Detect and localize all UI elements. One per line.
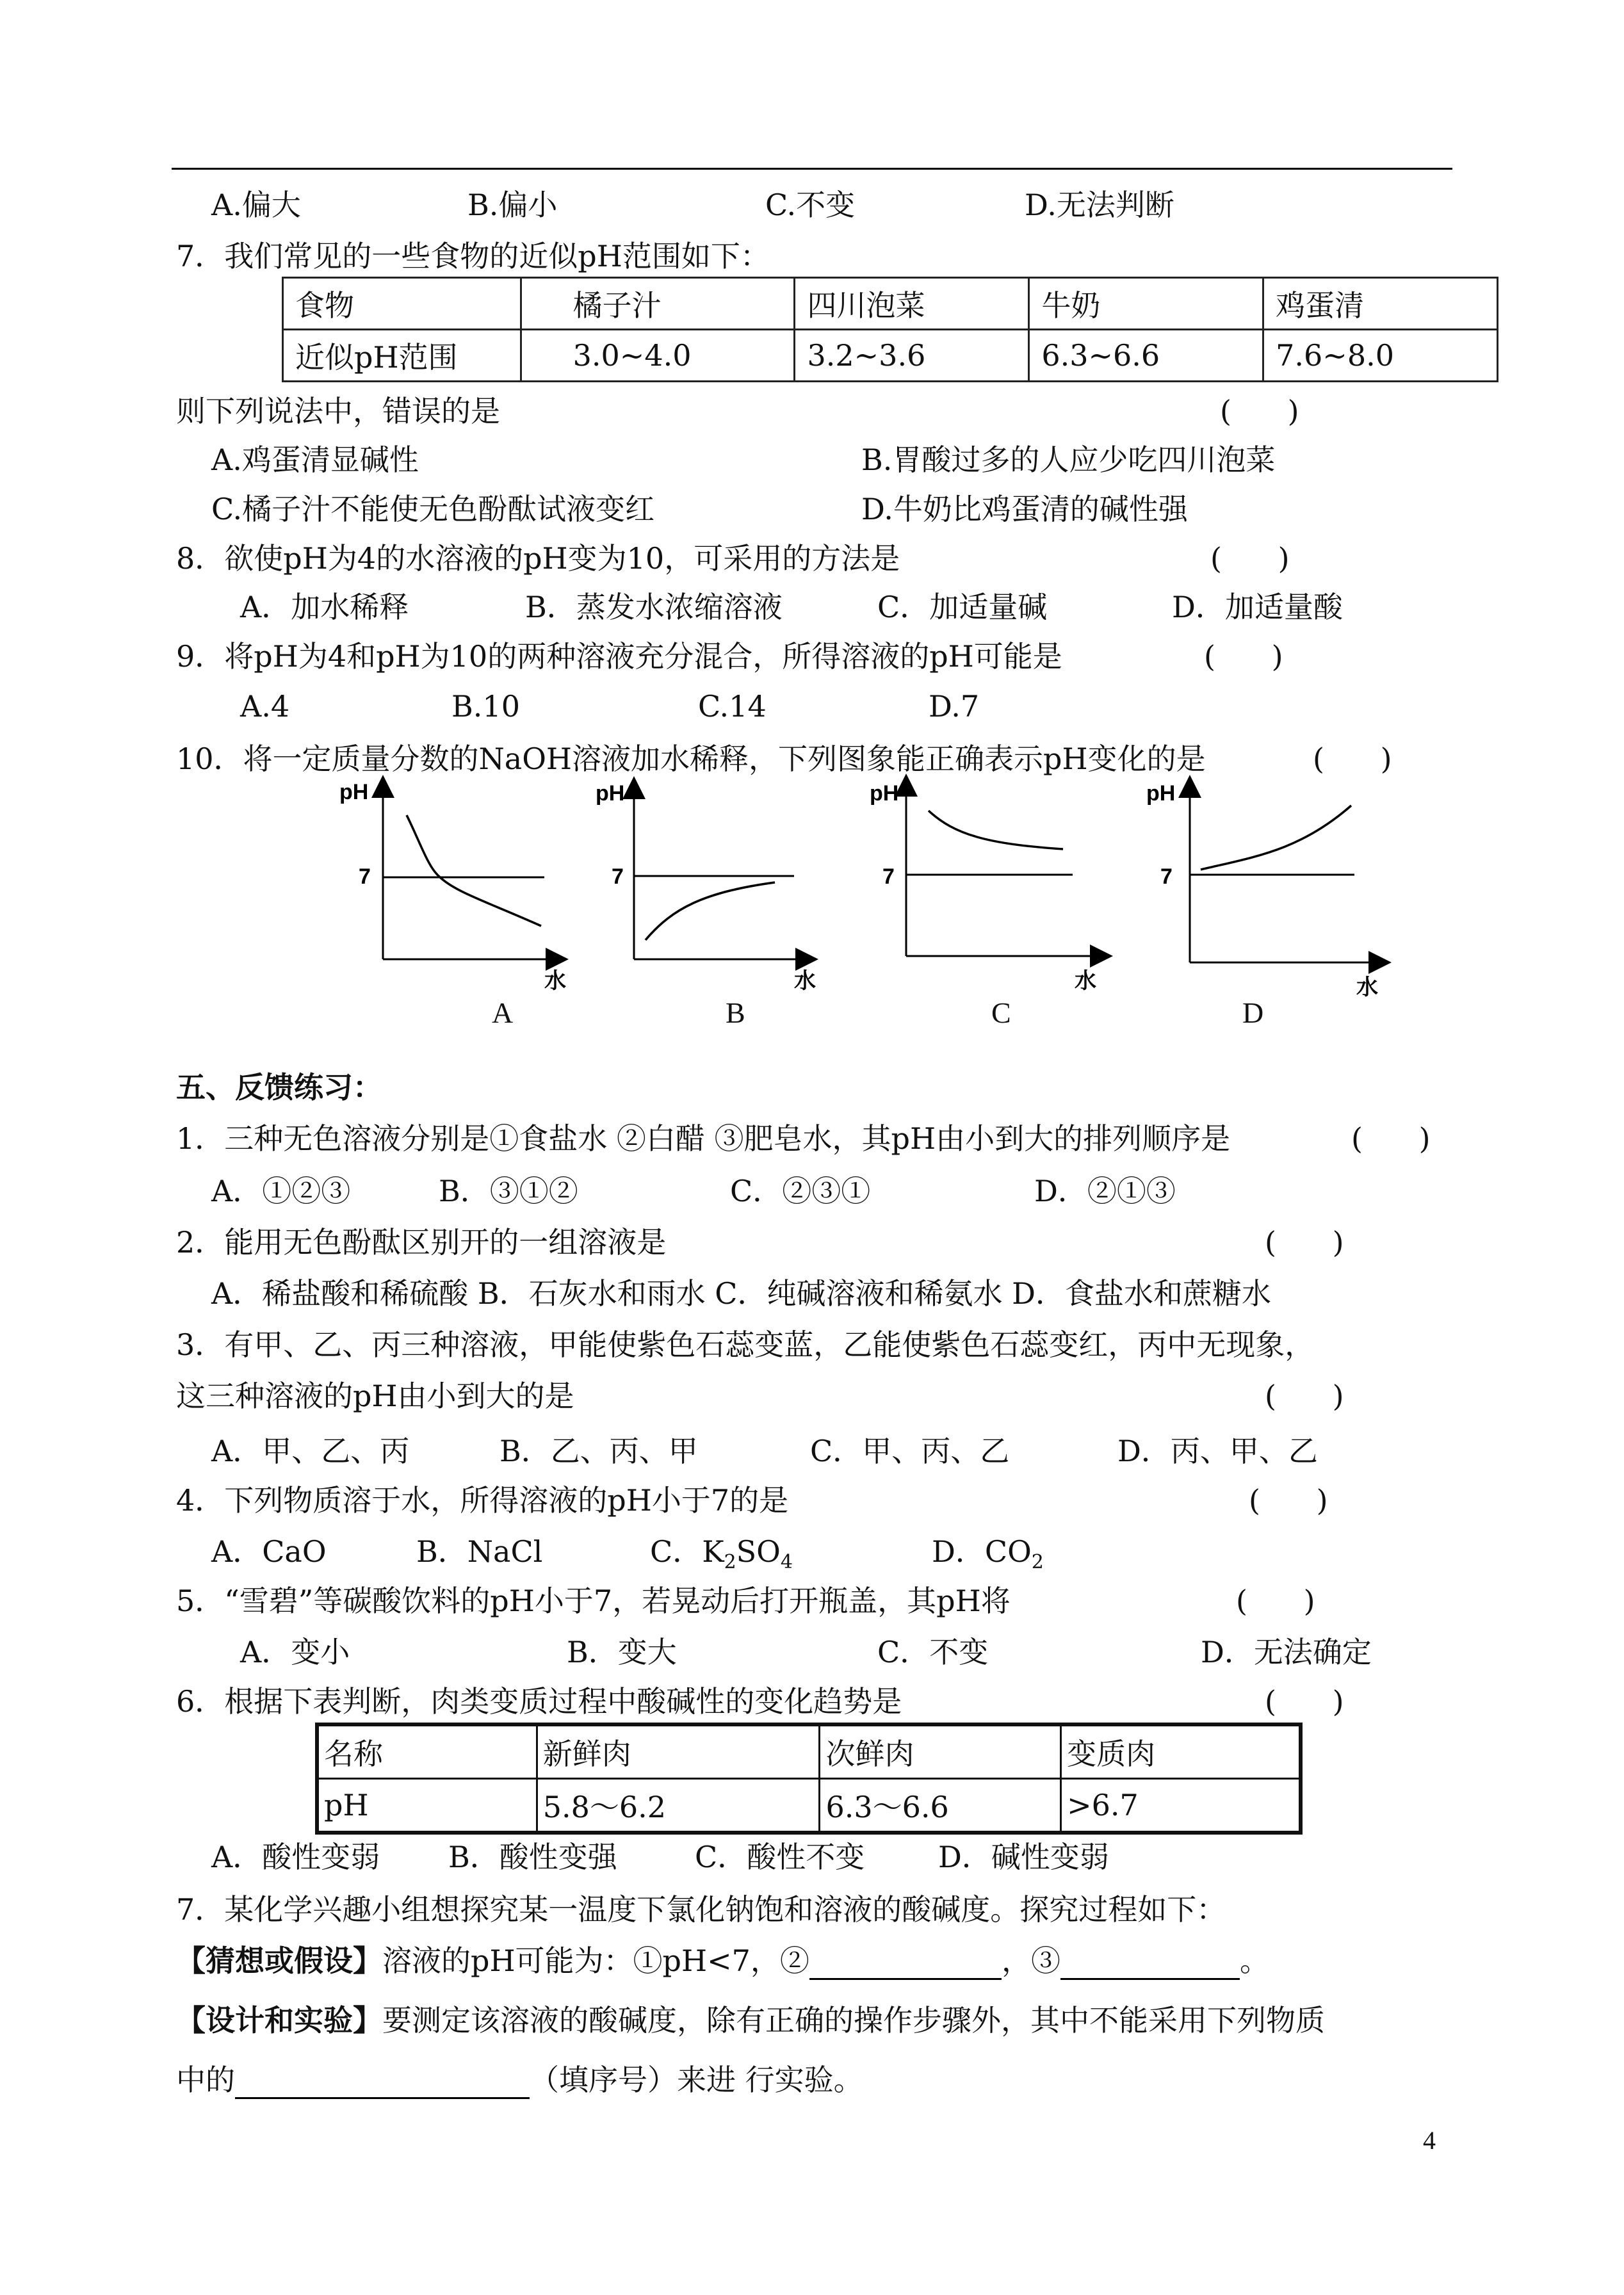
ref-label: 7 — [882, 864, 895, 889]
graph-d — [1133, 780, 1390, 1004]
graph-caption-b: B — [726, 996, 745, 1029]
table-cell: pH — [317, 1779, 537, 1833]
table-header: 牛奶 — [1029, 278, 1263, 330]
q6-option-d: D.无法判断 — [1025, 188, 1174, 222]
table-cell: 5.8～6.2 — [537, 1779, 820, 1833]
graph-a — [333, 780, 564, 998]
q7-follow: 则下列说法中，错误的是 — [176, 394, 500, 428]
s5-q5-option-d: D．无法确定 — [1201, 1635, 1372, 1669]
answer-bracket: ( ) — [1265, 1684, 1344, 1719]
y-axis-label: pH — [596, 781, 625, 806]
answer-blank[interactable] — [235, 2097, 530, 2099]
q8-option-b: B．蒸发水浓缩溶液 — [525, 590, 783, 624]
s5-q5-option-a: A．变小 — [240, 1635, 350, 1669]
s5-q7-stem: 7．某化学兴趣小组想探究某一温度下氯化钠饱和溶液的酸碱度。探究过程如下： — [176, 1892, 1226, 1927]
q8-option-a: A．加水稀释 — [240, 590, 409, 624]
table-cell: 7.6~8.0 — [1263, 330, 1498, 382]
s5-q1-option-d: D．②①③ — [1034, 1174, 1176, 1208]
s5-q5-stem: 5．“雪碧”等碳酸饮料的pH小于7，若晃动后打开瓶盖，其pH将 — [176, 1584, 1011, 1618]
q9-option-d: D.7 — [929, 689, 980, 724]
s5-q5-option-c: C．不变 — [877, 1635, 989, 1669]
table-cell: 6.3～6.6 — [820, 1779, 1061, 1833]
y-axis-label: pH — [339, 780, 369, 804]
table-header: 变质肉 — [1061, 1724, 1301, 1779]
s5-q3-option-b: B．乙、丙、甲 — [499, 1434, 698, 1468]
table-cell: >6.7 — [1061, 1779, 1301, 1833]
meat-ph-table — [315, 1723, 1303, 1835]
graph-b — [583, 780, 816, 998]
section-title: 五、反馈练习： — [176, 1070, 382, 1105]
s5-q6-option-c: C．酸性不变 — [695, 1840, 865, 1874]
table-header: 橘子汁 — [521, 278, 795, 330]
s5-q1-option-c: C．②③① — [730, 1174, 871, 1208]
x-axis-label: 水 — [794, 968, 816, 994]
q6-option-c: C.不变 — [765, 188, 856, 222]
x-axis-label: 水 — [544, 968, 566, 994]
s5-q5-option-b: B．变大 — [567, 1635, 677, 1669]
s5-q3-option-c: C．甲、丙、乙 — [810, 1434, 1010, 1468]
table-cell: 6.3~6.6 — [1029, 330, 1263, 382]
s5-q6-option-a: A．酸性变弱 — [211, 1840, 380, 1874]
q8-option-c: C．加适量碱 — [877, 590, 1048, 624]
answer-bracket: ( ) — [1236, 1584, 1315, 1618]
graph-c — [845, 780, 1114, 998]
answer-bracket: ( ) — [1210, 541, 1290, 576]
q8-stem: 8．欲使pH为4的水溶液的pH变为10，可采用的方法是 — [176, 541, 900, 576]
s5-q3-option-a: A．甲、乙、丙 — [211, 1434, 410, 1468]
s5-q3-option-d: D．丙、甲、乙 — [1117, 1434, 1318, 1468]
answer-bracket: ( ) — [1265, 1379, 1344, 1413]
graph-caption-d: D — [1242, 996, 1264, 1029]
q6-option-a: A.偏大 — [211, 188, 301, 222]
q7-option-d: D.牛奶比鸡蛋清的碱性强 — [861, 492, 1188, 526]
answer-bracket: ( ) — [1351, 1121, 1431, 1156]
x-axis-label: 水 — [1356, 975, 1378, 1000]
s5-q1-option-a: A．①②③ — [211, 1174, 351, 1208]
answer-bracket: ( ) — [1265, 1225, 1344, 1260]
table-header: 名称 — [317, 1724, 537, 1779]
s5-q4-option-a: A．CaO — [211, 1534, 327, 1569]
q7-stem: 7．我们常见的一些食物的近似pH范围如下： — [176, 239, 770, 273]
table-header: 新鲜肉 — [537, 1724, 820, 1779]
q8-option-d: D．加适量酸 — [1172, 590, 1343, 624]
s5-q4-option-c: C．$K_2SO_4$ — [650, 1534, 793, 1574]
s5-q4-option-b: B．NaCl — [416, 1534, 543, 1569]
q10-stem: 10．将一定质量分数的NaOH溶液加水稀释，下列图象能正确表示pH变化的是 — [176, 742, 1206, 776]
s5-q3-stem-line2: 这三种溶液的pH由小到大的是 — [176, 1379, 574, 1413]
q6-option-b: B.偏小 — [467, 188, 558, 222]
s5-q2-stem: 2．能用无色酚酞区别开的一组溶液是 — [176, 1225, 667, 1260]
ref-label: 7 — [359, 864, 371, 889]
s5-q4-stem: 4．下列物质溶于水，所得溶液的pH小于7的是 — [176, 1483, 789, 1518]
graph-caption-c: C — [991, 996, 1011, 1029]
food-ph-table — [282, 277, 1498, 382]
page-number: 4 — [1423, 2126, 1436, 2155]
table-header: 次鲜肉 — [820, 1724, 1061, 1779]
answer-blank[interactable] — [1060, 1978, 1240, 1980]
q9-option-c: C.14 — [698, 689, 767, 724]
s5-q1-option-b: B．③①② — [439, 1174, 578, 1208]
s5-q4-option-d: D．$CO_2$ — [932, 1534, 1044, 1574]
answer-bracket: ( ) — [1204, 639, 1283, 674]
table-header: 四川泡菜 — [795, 278, 1029, 330]
s5-q1-stem: 1．三种无色溶液分别是①食盐水 ②白醋 ③肥皂水，其pH由小到大的排列顺序是 — [176, 1121, 1231, 1156]
ref-label: 7 — [612, 864, 624, 889]
table-header: 食物 — [283, 278, 521, 330]
s5-q7-hypothesis: 【猜想或假设】溶液的pH可能为：①pH<7，② ，③ 。 — [176, 1942, 1269, 1980]
graph-caption-a: A — [492, 996, 514, 1029]
s5-q6-option-d: D．碱性变弱 — [938, 1840, 1109, 1874]
answer-bracket: ( ) — [1313, 742, 1392, 776]
q9-option-a: A.4 — [240, 689, 290, 724]
q7-option-b: B.胃酸过多的人应少吃四川泡菜 — [861, 442, 1276, 477]
s5-q6-stem: 6．根据下表判断，肉类变质过程中酸碱性的变化趋势是 — [176, 1684, 902, 1719]
s5-q6-option-b: B．酸性变强 — [448, 1840, 617, 1874]
answer-blank[interactable] — [809, 1978, 1002, 1980]
table-header: 鸡蛋清 — [1263, 278, 1498, 330]
table-cell: 3.0~4.0 — [521, 330, 795, 382]
answer-bracket: ( ) — [1220, 394, 1299, 428]
q9-stem: 9．将pH为4和pH为10的两种溶液充分混合，所得溶液的pH可能是 — [176, 639, 1062, 674]
top-rule — [172, 168, 1452, 170]
y-axis-label: pH — [870, 781, 899, 806]
ref-label: 7 — [1160, 864, 1173, 889]
s5-q7-design-line2: 中的 （填序号）来进 行实验。 — [176, 2061, 863, 2099]
x-axis-label: 水 — [1075, 968, 1096, 994]
table-cell: 近似pH范围 — [283, 330, 521, 382]
y-axis-label: pH — [1146, 781, 1176, 806]
q9-option-b: B.10 — [451, 689, 520, 724]
table-cell: 3.2~3.6 — [795, 330, 1029, 382]
q7-option-c: C.橘子汁不能使无色酚酞试液变红 — [211, 492, 655, 526]
s5-q2-options: A．稀盐酸和稀硫酸 B．石灰水和雨水 C．纯碱溶液和稀氨水 D．食盐水和蔗糖水 — [211, 1276, 1271, 1311]
s5-q3-stem-line1: 3．有甲、乙、丙三种溶液，甲能使紫色石蕊变蓝，乙能使紫色石蕊变红，丙中无现象， — [176, 1327, 1315, 1362]
q7-option-a: A.鸡蛋清显碱性 — [211, 442, 419, 477]
answer-bracket: ( ) — [1249, 1483, 1328, 1518]
s5-q7-design-line1: 【设计和实验】要测定该溶液的酸碱度，除有正确的操作步骤外，其中不能采用下列物质 — [176, 2003, 1325, 2038]
